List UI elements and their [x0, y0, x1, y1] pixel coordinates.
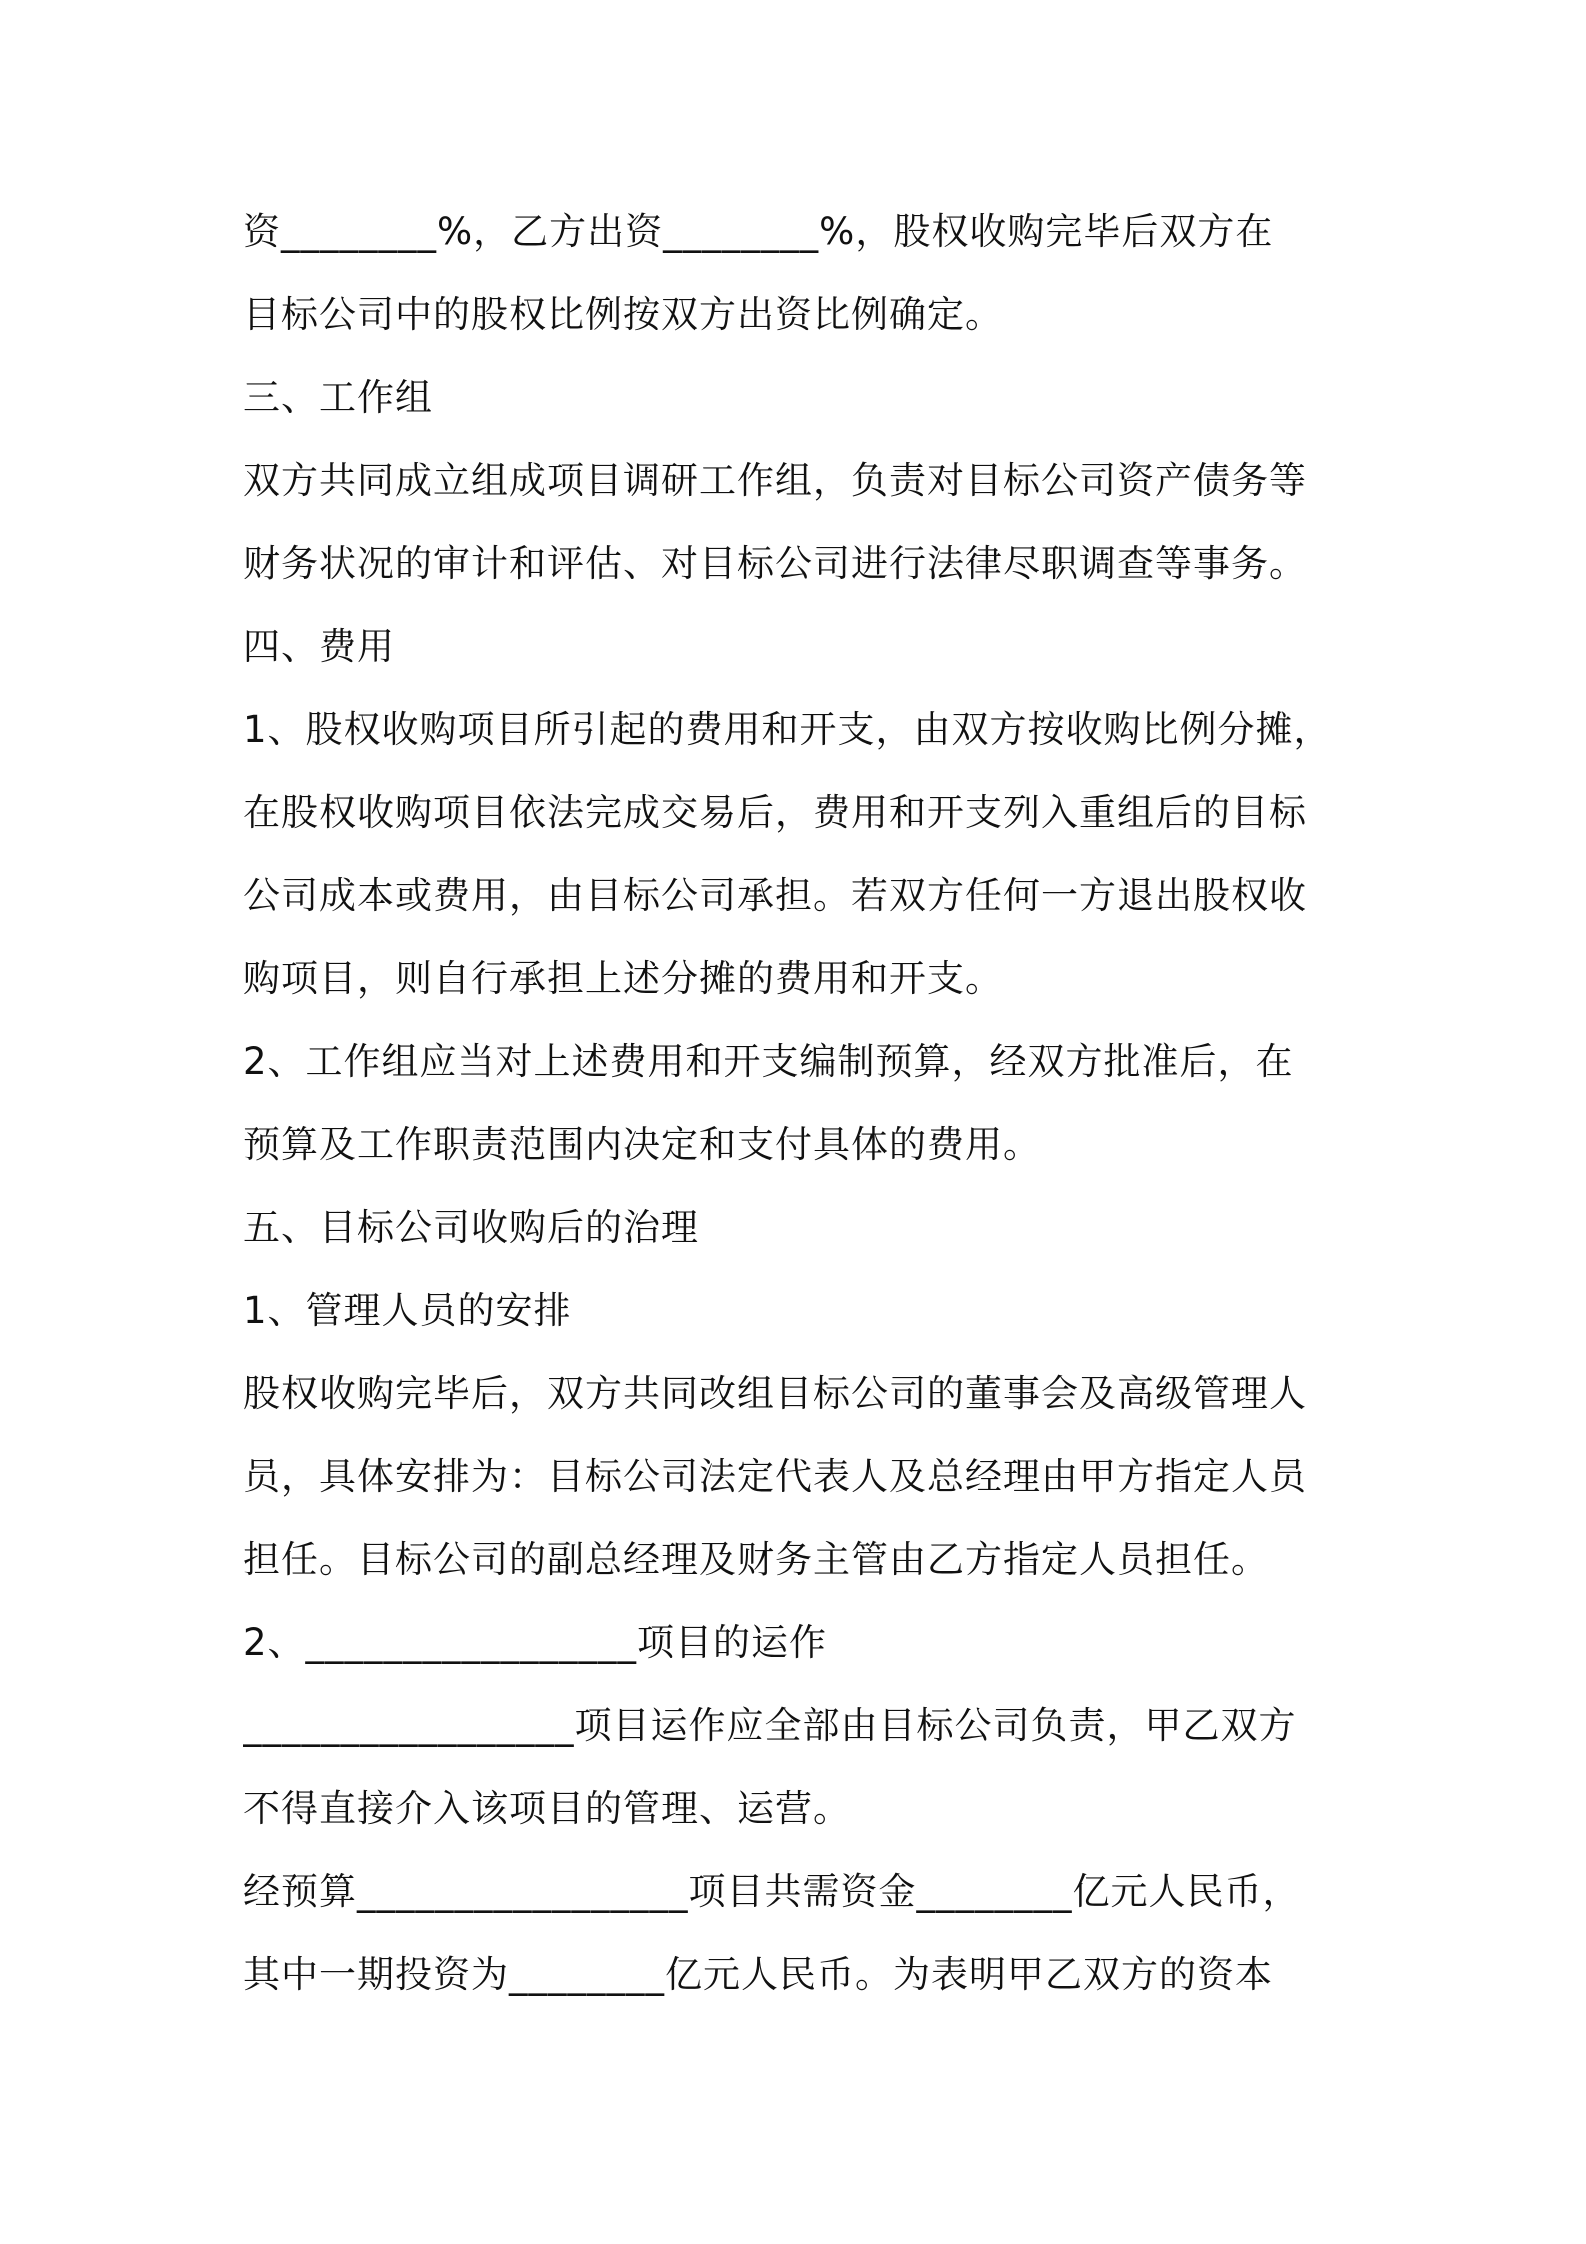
text-line: _________________项目运作应全部由目标公司负责，甲乙双方: [243, 1704, 1297, 1747]
text-line: 员，具体安排为：目标公司法定代表人及总经理由甲方指定人员: [243, 1455, 1307, 1498]
text-line: 公司成本或费用，由目标公司承担。若双方任何一方退出股权收: [243, 874, 1307, 917]
text-line: 不得直接介入该项目的管理、运营。: [243, 1787, 851, 1830]
section-heading: 五、目标公司收购后的治理: [243, 1206, 699, 1249]
text-line: 其中一期投资为________亿元人民币。为表明甲乙双方的资本: [243, 1953, 1273, 1996]
text-line: 预算及工作职责范围内决定和支付具体的费用。: [243, 1123, 1041, 1166]
text-line: 在股权收购项目依法完成交易后，费用和开支列入重组后的目标: [243, 791, 1307, 834]
text-line: 双方共同成立组成项目调研工作组，负责对目标公司资产债务等: [243, 459, 1307, 502]
text-line: 资________%，乙方出资________%，股权收购完毕后双方在: [243, 210, 1274, 253]
text-line: 1、股权收购项目所引起的费用和开支，由双方按收购比例分摊，: [243, 708, 1332, 751]
text-line: 担任。目标公司的副总经理及财务主管由乙方指定人员担任。: [243, 1538, 1269, 1581]
subsection-heading: 1、管理人员的安排: [243, 1289, 572, 1332]
section-heading: 三、工作组: [243, 376, 433, 419]
text-line: 目标公司中的股权比例按双方出资比例确定。: [243, 293, 1003, 336]
section-heading: 四、费用: [243, 625, 395, 668]
text-line: 经预算_________________项目共需资金________亿元人民币，: [243, 1870, 1301, 1913]
text-line: 股权收购完毕后，双方共同改组目标公司的董事会及高级管理人: [243, 1372, 1307, 1415]
text-line: 财务状况的审计和评估、对目标公司进行法律尽职调查等事务。: [243, 542, 1307, 585]
text-line: 2、工作组应当对上述费用和开支编制预算，经双方批准后，在: [243, 1040, 1294, 1083]
text-line: 购项目，则自行承担上述分摊的费用和开支。: [243, 957, 1003, 1000]
subsection-heading: 2、_________________项目的运作: [243, 1621, 828, 1664]
